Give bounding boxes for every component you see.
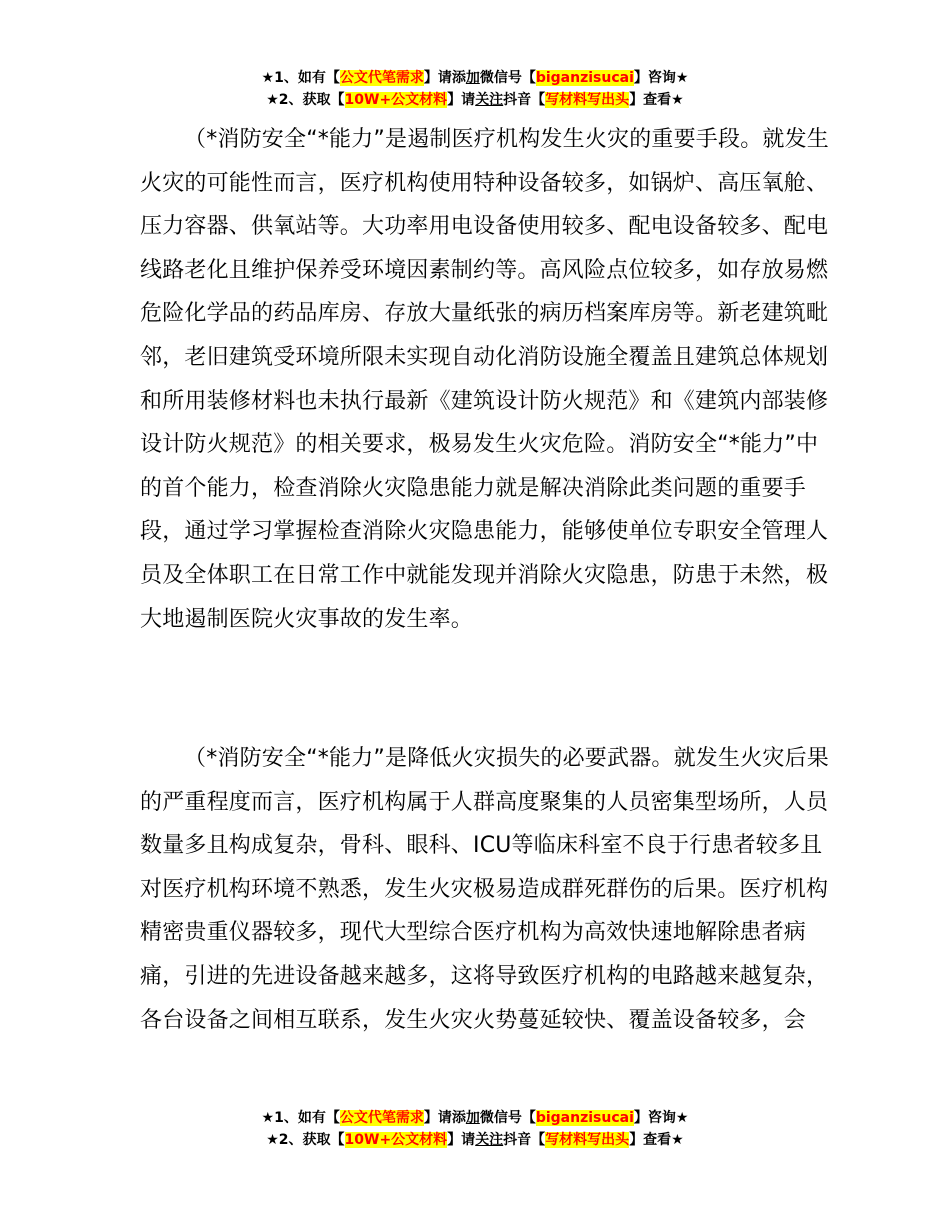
header-line-2-suffix: 】查看★ [629, 92, 684, 108]
header-line-2-highlight-douyin: 写材料写出头 [545, 92, 630, 108]
header-line-2-prefix: ★2、获取【 [266, 92, 345, 108]
header-line-2-underlined: 关注 [475, 92, 504, 108]
footer-line-1 [0, 1107, 950, 1129]
footer-line-1-highlight-service: 公文代笔需求 [339, 1110, 424, 1126]
header-line-1-highlight-service: 公文代笔需求 [339, 70, 424, 86]
footer-line-2-mid: 】请 [447, 1132, 476, 1148]
header-line-2-highlight-materials: 10W+公文材料 [344, 92, 448, 108]
footer-banner [0, 1107, 950, 1151]
header-line-1 [0, 67, 950, 89]
header-line-1-highlight-wechat-id: biganzisucai [535, 70, 634, 86]
footer-line-2-prefix: ★2、获取【 [266, 1132, 345, 1148]
footer-line-1-mid-2: 微信号【 [479, 1110, 536, 1126]
body-paragraph-2: （*消防安全“*能力”是降低火灾损失的必要武器。就发生火灾后果的严重程度而言，医疗机构属于人群高度聚集的人员密集型场所，人员数量多且构成复杂，骨科、眼科、ICU等临床科室不良于行患者较多且对医疗机构环境不熟悉，发生火灾极易造成群死群伤的后果。医疗机构精密贵重仪器较多，现代大型综合医疗机构为高效快速地解除患者病痛，引进的先进设备越来越多，这将导致医疗机构的电路越来越复杂，各台设备之间相互联系，发生火灾火势蔓延较快、覆盖设备较多，会 [140, 746, 829, 1033]
footer-line-2-suffix: 】查看★ [629, 1132, 684, 1148]
header-line-2 [0, 89, 950, 111]
footer-line-1-underlined: 加 [465, 1110, 480, 1126]
header-line-1-underlined: 加 [465, 70, 480, 86]
footer-line-1-suffix: 】咨询★ [633, 1110, 689, 1126]
header-line-1-suffix: 】咨询★ [633, 70, 689, 86]
header-line-1-prefix: ★1、如有【 [261, 70, 340, 86]
footer-line-1-prefix: ★1、如有【 [261, 1110, 340, 1126]
footer-line-2 [0, 1129, 950, 1151]
header-line-2-mid: 】请 [447, 92, 476, 108]
footer-line-2-highlight-douyin: 写材料写出头 [545, 1132, 630, 1148]
body-paragraph-1: （*消防安全“*能力”是遏制医疗机构发生火灾的重要手段。就发生火灾的可能性而言，医疗机构使用特种设备较多，如锅炉、高压氧舱、压力容器、供氧站等。大功率用电设备使用较多、配电设备较多、配电线路老化且维护保养受环境因素制约等。高风险点位较多，如存放易燃危险化学品的药品库房、存放大量纸张的病历档案库房等。新老建筑毗邻，老旧建筑受环境所限未实现自动化消防设施全覆盖且建筑总体规划和所用装修材料也未执行最新《建筑设计防火规范》和《建筑内部装修设计防火规范》的相关要求，极易发生火灾危险。消防安全“*能力”中的首个能力，检查消除火灾隐患能力就是解决消除此类问题的重要手段，通过学习掌握检查消除火灾隐患能力，能够使单位专职安全管理人员及全体职工在日常工作中就能发现并消除火灾隐患，防患于未然，极大地遏制医院火灾事故的发生率。 [140, 127, 829, 632]
footer-line-2-underlined: 关注 [475, 1132, 504, 1148]
header-banner [0, 67, 950, 111]
header-line-1-mid-2: 微信号【 [479, 70, 536, 86]
footer-line-2-highlight-materials: 10W+公文材料 [344, 1132, 448, 1148]
footer-line-1-mid: 】请添 [423, 1110, 466, 1126]
footer-line-1-highlight-wechat-id: biganzisucai [535, 1110, 634, 1126]
header-line-1-mid: 】请添 [423, 70, 466, 86]
header-line-2-mid-2: 抖音【 [503, 92, 546, 108]
footer-line-2-mid-2: 抖音【 [503, 1132, 546, 1148]
